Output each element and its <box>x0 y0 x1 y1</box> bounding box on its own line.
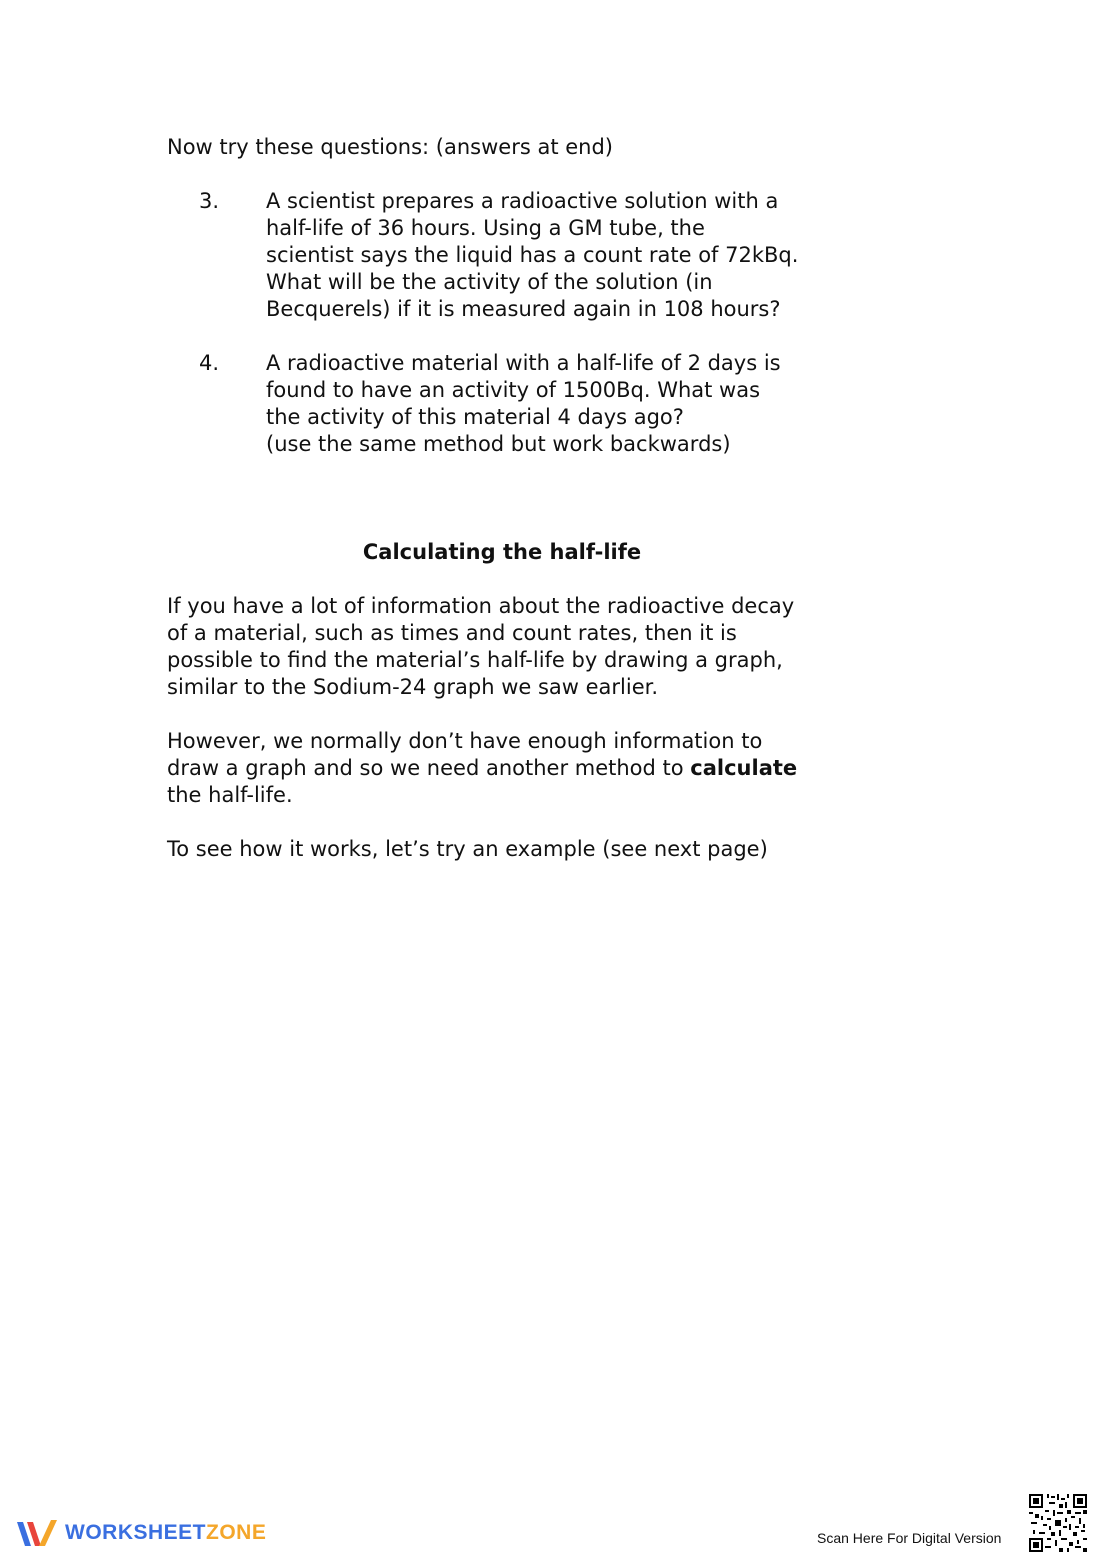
paragraph-line: However, we normally don’t have enough information to <box>167 729 763 753</box>
paragraph-line: possible to find the material’s half-life by drawing a graph, <box>167 648 783 672</box>
question-line: A radioactive material with a half-life of 2 days is <box>266 351 781 375</box>
question-line: found to have an activity of 1500Bq. What was <box>266 378 761 402</box>
worksheetzone-logo[interactable] <box>15 1515 266 1551</box>
scan-caption: Scan Here For Digital Version <box>817 1530 1002 1546</box>
question-line: scientist says the liquid has a count rate of 72kBq. <box>266 243 799 267</box>
paragraph-line: of a material, such as times and count rates, then it is <box>167 621 737 645</box>
question-line: Becquerels) if it is measured again in 108 hours? <box>266 297 781 321</box>
qr-code-icon[interactable] <box>1029 1494 1087 1552</box>
paragraph-example-pointer: To see how it works, let’s try an example (see next page) <box>167 837 768 861</box>
question-line: the activity of this material 4 days ago? <box>266 405 684 429</box>
brand-name <box>65 1521 266 1545</box>
intro-text: Now try these questions: (answers at end) <box>167 135 613 159</box>
brand-name-part1: WORKSHEET <box>65 1521 206 1544</box>
question-line: (use the same method but work backwards) <box>266 432 731 456</box>
question-line: A scientist prepares a radioactive solution with a <box>266 189 779 213</box>
question-number: 4. <box>199 351 220 375</box>
paragraph-line: similar to the Sodium-24 graph we saw earlier. <box>167 675 659 699</box>
paragraph-line: the half-life. <box>167 783 293 807</box>
question-line: What will be the activity of the solution (in <box>266 270 713 294</box>
paragraph-text: draw a graph and so we need another method to <box>167 756 691 780</box>
question-text <box>266 188 798 323</box>
question-text <box>266 350 781 458</box>
question-number: 3. <box>199 189 220 213</box>
paragraph-line: If you have a lot of information about the radioactive decay <box>167 594 795 618</box>
worksheetzone-logo-icon <box>15 1516 59 1550</box>
paragraph-calculate-method <box>167 728 797 809</box>
brand-name-part2: ZONE <box>206 1521 267 1544</box>
section-heading: Calculating the half-life <box>362 540 642 564</box>
question-line: half-life of 36 hours. Using a GM tube, the <box>266 216 705 240</box>
paragraph-graph-method <box>167 593 794 701</box>
emphasis-calculate: calculate <box>690 756 798 780</box>
paragraph-line <box>167 755 797 782</box>
